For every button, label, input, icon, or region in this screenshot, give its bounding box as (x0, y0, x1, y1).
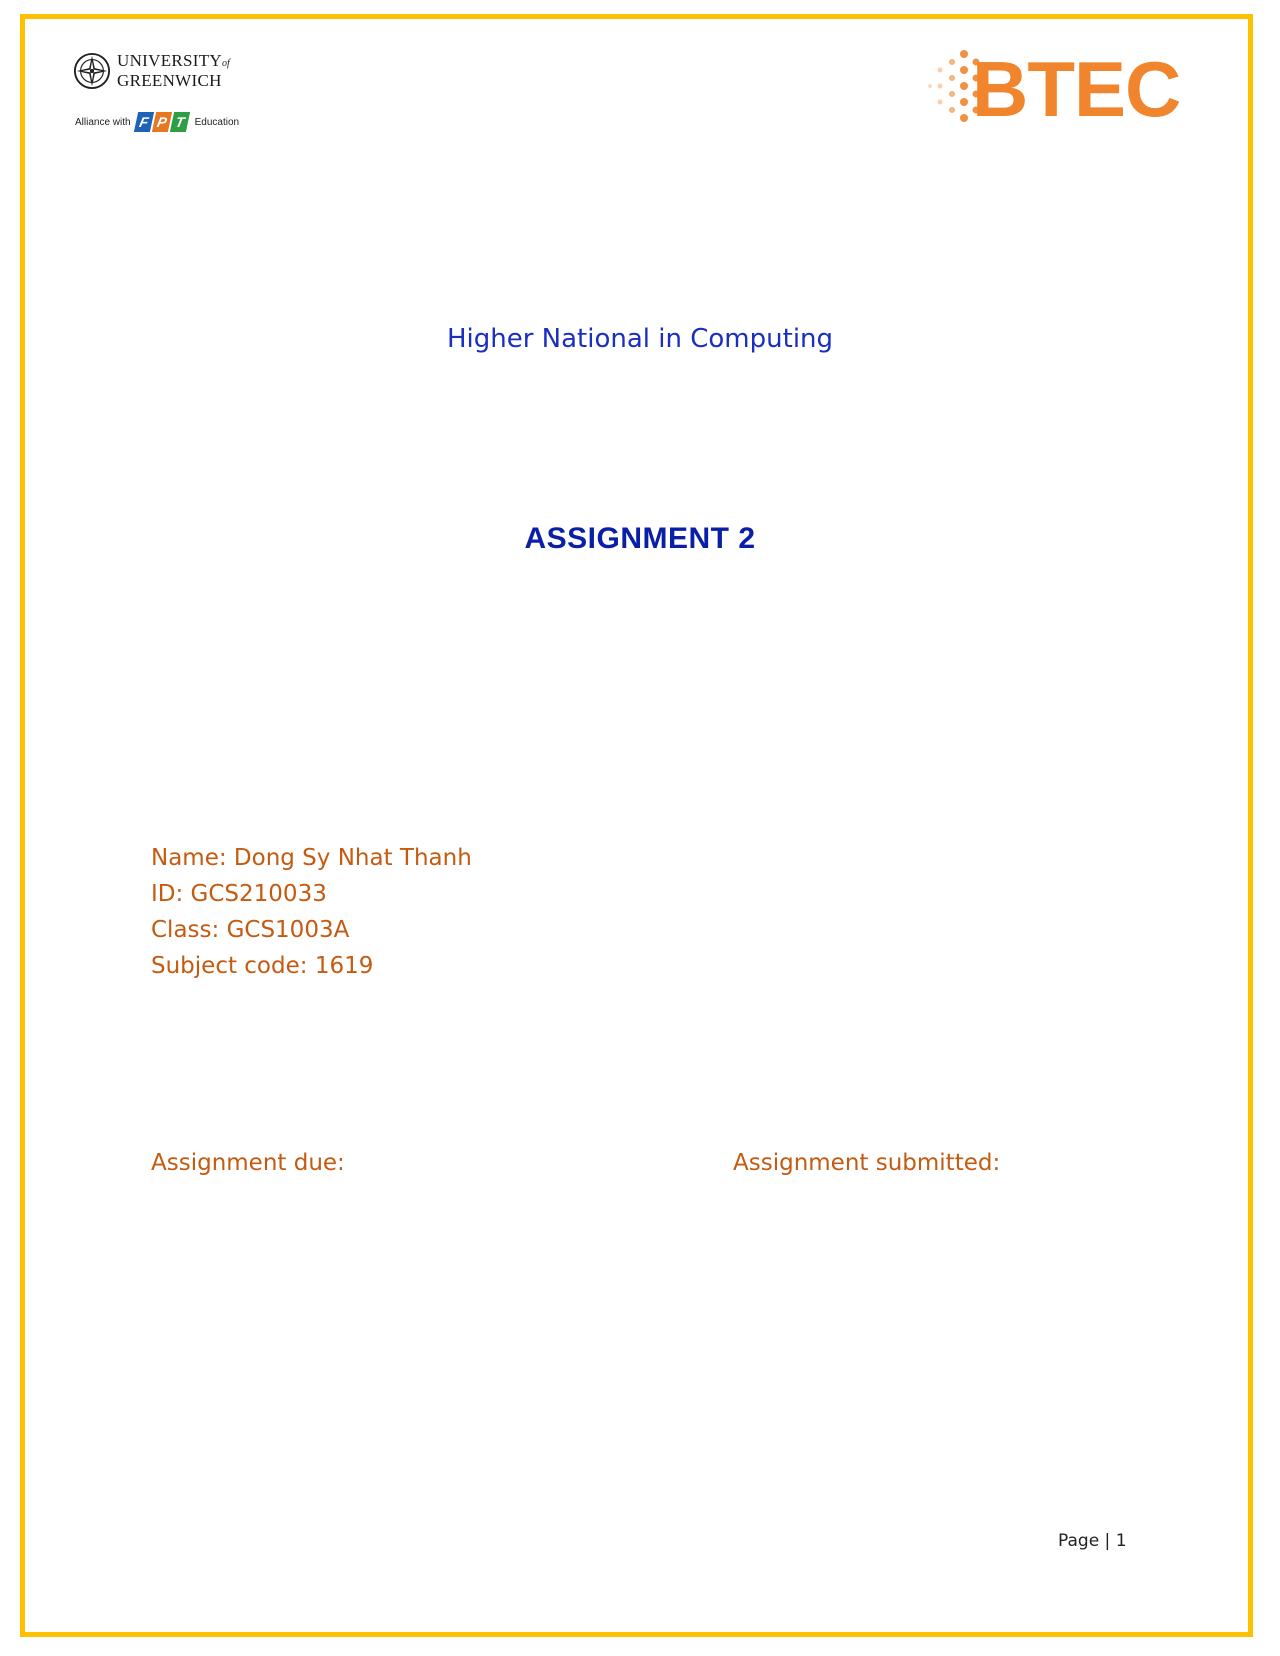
student-class: Class: GCS1003A (151, 917, 350, 943)
btec-wordmark: BTEC (972, 45, 1181, 133)
greenwich-logo (73, 50, 253, 140)
student-id: ID: GCS210033 (151, 881, 327, 907)
assignment-submitted-label: Assignment submitted: (733, 1150, 1001, 1176)
fpt-letter-f: F (133, 112, 153, 132)
student-name: Name: Dong Sy Nhat Thanh (151, 845, 472, 871)
greenwich-line1: UNIVERSITY (117, 51, 222, 70)
assignment-title: ASSIGNMENT 2 (524, 522, 756, 555)
fpt-letter-p: P (151, 112, 171, 132)
alliance-suffix: Education (194, 116, 240, 128)
subject-code: Subject code: 1619 (151, 953, 374, 979)
alliance-prefix: Alliance with (75, 116, 131, 128)
greenwich-line2: GREENWICH (117, 71, 222, 90)
assignment-due-label: Assignment due: (151, 1150, 345, 1176)
fpt-logo (136, 112, 190, 132)
programme-subtitle: Higher National in Computing (446, 324, 834, 354)
page-border (20, 14, 1253, 1637)
greenwich-seal-icon (73, 52, 111, 90)
btec-logo (924, 44, 1184, 134)
greenwich-wordmark (117, 52, 230, 89)
student-info (151, 840, 472, 984)
page-number: Page | 1 (1058, 1531, 1127, 1551)
fpt-letter-t: T (169, 112, 189, 132)
fpt-alliance (75, 112, 239, 132)
greenwich-of: of (222, 58, 230, 69)
